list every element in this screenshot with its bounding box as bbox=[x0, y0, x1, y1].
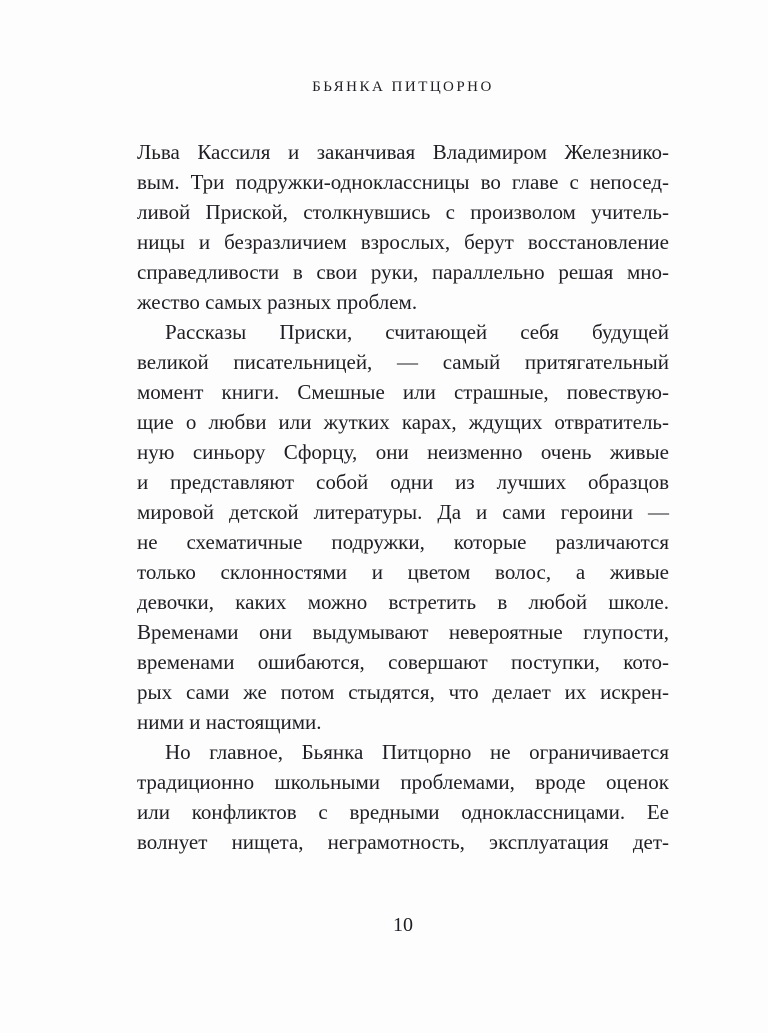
paragraph bbox=[137, 137, 669, 317]
paragraph bbox=[137, 317, 669, 737]
text-line: мировой детской литературы. Да и сами героини — bbox=[137, 500, 669, 524]
text-line: ливой Приской, столкнувшись с произволом учитель- bbox=[137, 200, 669, 224]
text-line: великой писательницей, — самый притягательный bbox=[137, 350, 669, 374]
text-line: ную синьору Сфорцу, они неизменно очень живые bbox=[137, 440, 669, 464]
text-line: временами ошибаются, совершают поступки, кото- bbox=[137, 650, 669, 674]
text-line: Рассказы Приски, считающей себя будущей bbox=[165, 320, 669, 344]
page-number: 10 bbox=[393, 914, 413, 936]
text-line: ницы и безразличием взрослых, берут восстановление bbox=[137, 230, 669, 254]
text-line: девочки, каких можно встретить в любой школе. bbox=[137, 590, 669, 614]
text-line: вым. Три подружки-одноклассницы во главе с непосед- bbox=[137, 170, 669, 194]
text-line: и представляют собой одни из лучших образцов bbox=[137, 470, 669, 494]
text-line: жество самых разных проблем. bbox=[137, 290, 418, 314]
text-line: щие о любви или жутких карах, ждущих отвратитель- bbox=[137, 410, 669, 434]
text-line: ними и настоящими. bbox=[137, 710, 322, 734]
text-line: не схематичные подружки, которые различаются bbox=[137, 530, 669, 554]
text-line: Временами они выдумывают невероятные глупости, bbox=[137, 620, 669, 644]
text-line: волнует нищета, неграмотность, эксплуатация дет- bbox=[137, 830, 669, 854]
text-line: Но главное, Бьянка Питцорно не ограничивается bbox=[165, 740, 669, 764]
text-line: момент книги. Смешные или страшные, повествую- bbox=[137, 380, 669, 404]
paragraph bbox=[137, 737, 669, 857]
text-line: традиционно школьными проблемами, вроде оценок bbox=[137, 770, 669, 794]
text-line: рых сами же потом стыдятся, что делает их искрен- bbox=[137, 680, 669, 704]
text-line: Льва Кассиля и заканчивая Владимиром Железнико- bbox=[137, 140, 669, 164]
text-line: только склонностями и цветом волос, а живые bbox=[137, 560, 669, 584]
text-line: справедливости в свои руки, параллельно решая мно- bbox=[137, 260, 669, 284]
running-head: БЬЯНКА ПИТЦОРНО bbox=[312, 79, 494, 95]
text-line: или конфликтов с вредными одноклассницами. Ее bbox=[137, 800, 669, 824]
body-text bbox=[137, 137, 669, 857]
